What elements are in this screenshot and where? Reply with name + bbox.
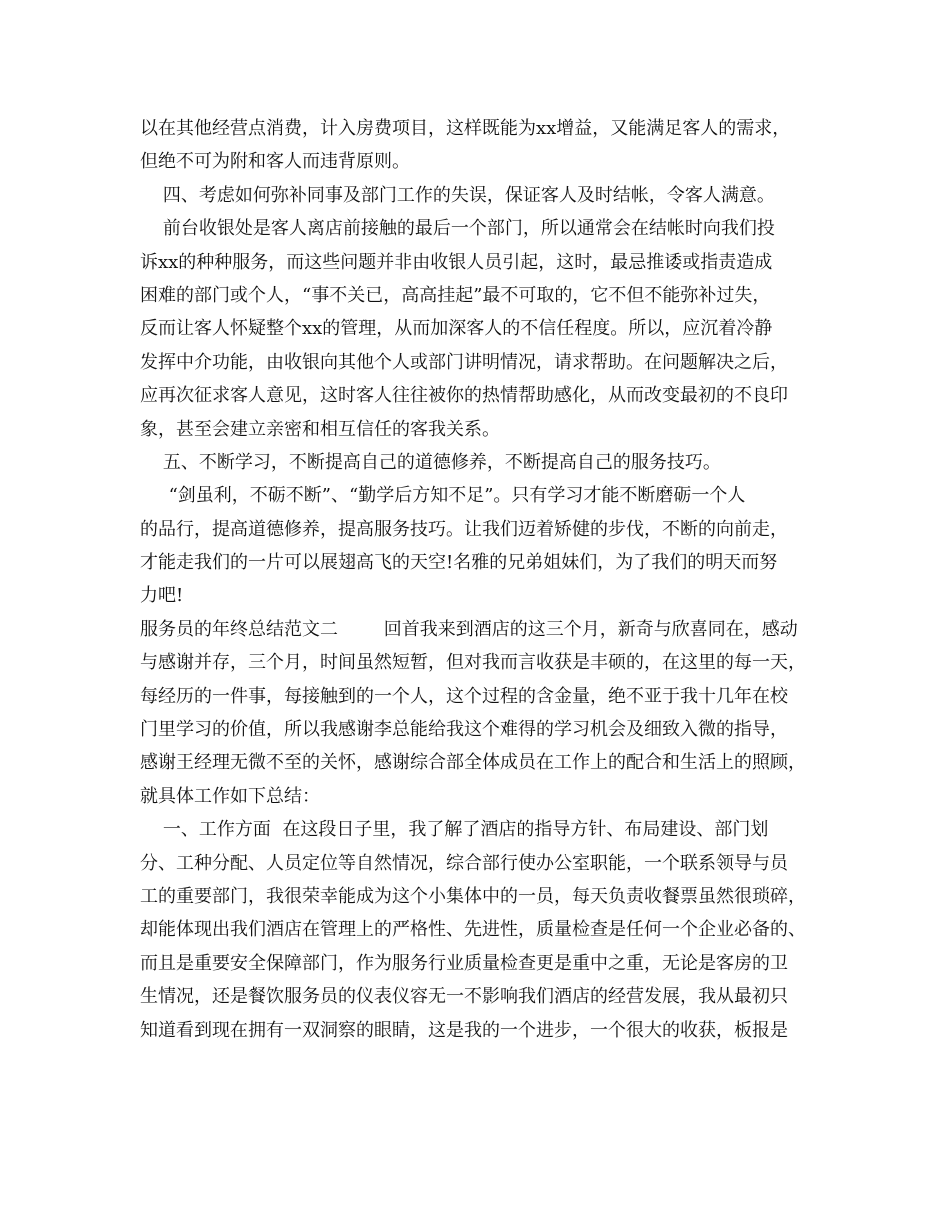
text-line: 而且是重要安全保障部门，作为服务行业质量检查更是重中之重，无论是客房的卫 — [140, 952, 788, 974]
text-line: 诉xx的种种服务，而这些问题并非由收银人员引起，这时，最忌推诿或指责造成 — [140, 251, 773, 273]
text-line: 力吧! — [140, 585, 184, 607]
text-line: 以在其他经营点消费，计入房费项目，这样既能为xx增益，又能满足客人的需求， — [140, 118, 791, 139]
text-line: 知道看到现在拥有一双洞察的眼睛，这是我的一个进步，一个很大的收获，板报是 — [140, 1019, 788, 1041]
text-line: 反而让客人怀疑整个xx的管理，从而加深客人的不信任程度。所以，应沉着冷静 — [140, 318, 773, 340]
text-line: 分、工种分配、人员定位等自然情况，综合部行使办公室职能，一个联系领导与员 — [140, 852, 788, 874]
text-line: 却能体现出我们酒店在管理上的严格性、先进性，质量检查是任何一个企业必备的、 — [140, 919, 806, 941]
text-line: 发挥中介功能，由收银向其他个人或部门讲明情况，请求帮助。在问题解决之后， — [140, 351, 788, 373]
text-line: 应再次征求客人意见，这时客人往往被你的热情帮助感化，从而改变最初的不良印 — [140, 385, 788, 407]
text-line: 困难的部门或个人，“事不关已，高高挂起”最不可取的，它不但不能弥补过失， — [140, 284, 771, 306]
text-line: 生情况，还是餐饮服务员的仪表仪容无一不影响我们酒店的经营发展，我从最初只 — [140, 986, 788, 1008]
text-line: 但绝不可为附和客人而违背原则。 — [140, 151, 410, 173]
text-line: 与感谢并存，三个月，时间虽然短暂，但对我而言收获是丰硕的，在这里的每一天， — [140, 652, 806, 674]
text-line: 工的重要部门，我很荣幸能成为这个小集体中的一员，每天负责收餐票虽然很琐碎， — [140, 885, 806, 907]
text-line: 才能走我们的一片可以展翅高飞的天空!名雅的兄弟姐妹们，为了我们的明天而努 — [140, 552, 778, 574]
text-line: “剑虽利，不砺不断”、“勤学后方知不足”。只有学习才能不断磨砺一个人 — [140, 485, 746, 507]
document-body — [140, 112, 822, 1047]
text-line: 象，甚至会建立亲密和相互信任的客我关系。 — [140, 418, 500, 440]
text-line: 门里学习的价值，所以我感谢李总能给我这个难得的学习机会及细致入微的指导， — [140, 719, 788, 741]
text-line: 的品行，提高道德修养，提高服务技巧。让我们迈着矫健的步伐，不断的向前走， — [140, 518, 788, 540]
text-line: 每经历的一件事，每接触到的一个人，这个过程的含金量，绝不亚于我十几年在校 — [140, 685, 788, 707]
text-line: 感谢王经理无微不至的关怀，感谢综合部全体成员在工作上的配合和生活上的照顾， — [140, 752, 806, 774]
text-line: 一、工作方面 在这段日子里，我了解了酒店的指导方针、布局建设、部门划 — [140, 819, 769, 841]
text-line: 四、考虑如何弥补同事及部门工作的失误，保证客人及时结帐，令客人满意。 — [140, 184, 775, 206]
text-line: 前台收银处是客人离店前接触的最后一个部门，所以通常会在结帐时向我们投 — [140, 218, 775, 240]
text-line: 五、不断学习，不断提高自己的道德修养，不断提高自己的服务技巧。 — [140, 451, 721, 473]
section-heading-line: 服务员的年终总结范文二 回首我来到酒店的这三个月，新奇与欣喜同在，感动 — [140, 618, 798, 640]
text-line: 就具体工作如下总结： — [140, 785, 320, 807]
